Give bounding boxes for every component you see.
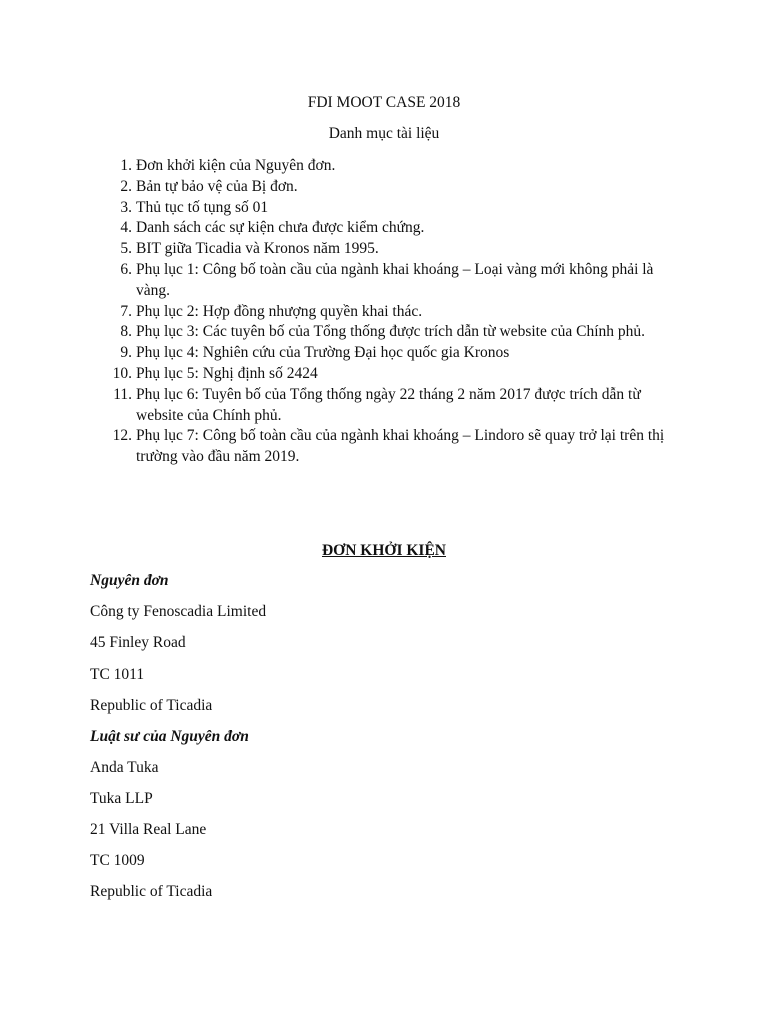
toc-item-number: 5. bbox=[120, 240, 132, 258]
toc-item-text: Phụ lục 6: Tuyên bố của Tổng thống ngày 22 tháng 2 năm 2017 được trích dẫn từ website của Chính phủ. bbox=[136, 385, 641, 424]
toc-item-text: Phụ lục 1: Công bố toàn cầu của ngành khai khoáng – Loại vàng mới không phải là vàng. bbox=[136, 260, 654, 299]
toc-item-text: Bản tự bảo vệ của Bị đơn. bbox=[136, 177, 298, 195]
toc-item bbox=[108, 343, 683, 364]
claimant-street: 45 Finley Road bbox=[90, 634, 186, 651]
toc-item-text: Phụ lục 2: Hợp đồng nhượng quyền khai thác. bbox=[136, 302, 423, 320]
toc-item-number: 2. bbox=[120, 177, 132, 195]
claimant-label: Nguyên đơn bbox=[90, 572, 169, 589]
counsel-label: Luật sư của Nguyên đơn bbox=[90, 728, 249, 745]
toc-item-text: Danh sách các sự kiện chưa được kiểm chứng. bbox=[136, 219, 425, 237]
toc-item-number: 4. bbox=[120, 219, 132, 237]
toc-item-text: Phụ lục 7: Công bố toàn cầu của ngành khai khoáng – Lindoro sẽ quay trở lại trên thị trường vào đầu năm 2019. bbox=[136, 427, 665, 466]
table-of-contents bbox=[108, 156, 683, 468]
counsel-firm: Tuka LLP bbox=[90, 790, 153, 807]
toc-item bbox=[108, 426, 683, 468]
toc-item-number: 8. bbox=[120, 323, 132, 341]
toc-item-number: 1. bbox=[120, 157, 132, 174]
claimant-name: Công ty Fenoscadia Limited bbox=[90, 603, 267, 620]
toc-item bbox=[108, 156, 683, 177]
toc-item-number: 10. bbox=[112, 364, 132, 382]
toc-item bbox=[108, 322, 683, 343]
toc-item-number: 7. bbox=[120, 302, 132, 320]
toc-item-text: Phụ lục 4: Nghiên cứu của Trường Đại học quốc gia Kronos bbox=[136, 344, 510, 362]
toc-item-number: 6. bbox=[120, 260, 132, 278]
toc-item-number: 9. bbox=[120, 344, 132, 362]
toc-item-text: Phụ lục 5: Nghị định số 2424 bbox=[136, 364, 318, 382]
toc-item bbox=[108, 239, 683, 260]
toc-item-text: Đơn khởi kiện của Nguyên đơn. bbox=[136, 157, 336, 174]
counsel-street: 21 Villa Real Lane bbox=[90, 821, 207, 838]
toc-item bbox=[108, 385, 683, 427]
document-subtitle: Danh mục tài liệu bbox=[328, 125, 440, 142]
toc-item bbox=[108, 198, 683, 219]
claimant-postcode: TC 1011 bbox=[90, 666, 145, 683]
counsel-name: Anda Tuka bbox=[90, 759, 159, 776]
counsel-country: Republic of Ticadia bbox=[90, 883, 213, 900]
document-title: FDI MOOT CASE 2018 bbox=[307, 94, 461, 111]
toc-item bbox=[108, 302, 683, 323]
toc-item-number: 11. bbox=[113, 385, 132, 403]
toc-item-text: Thủ tục tố tụng số 01 bbox=[136, 198, 269, 216]
toc-item-number: 3. bbox=[120, 198, 132, 216]
toc-item bbox=[108, 177, 683, 198]
toc-item-number: 12. bbox=[112, 427, 132, 445]
claimant-country: Republic of Ticadia bbox=[90, 697, 213, 714]
toc-item bbox=[108, 260, 683, 302]
toc-item bbox=[108, 364, 683, 385]
counsel-postcode: TC 1009 bbox=[90, 852, 145, 869]
toc-item-text: BIT giữa Ticadia và Kronos năm 1995. bbox=[136, 240, 379, 258]
toc-item-text: Phụ lục 3: Các tuyên bố của Tổng thống được trích dẫn từ website của Chính phủ. bbox=[136, 323, 645, 341]
toc-item bbox=[108, 218, 683, 239]
section-heading: ĐƠN KHỞI KIỆN bbox=[321, 542, 446, 559]
